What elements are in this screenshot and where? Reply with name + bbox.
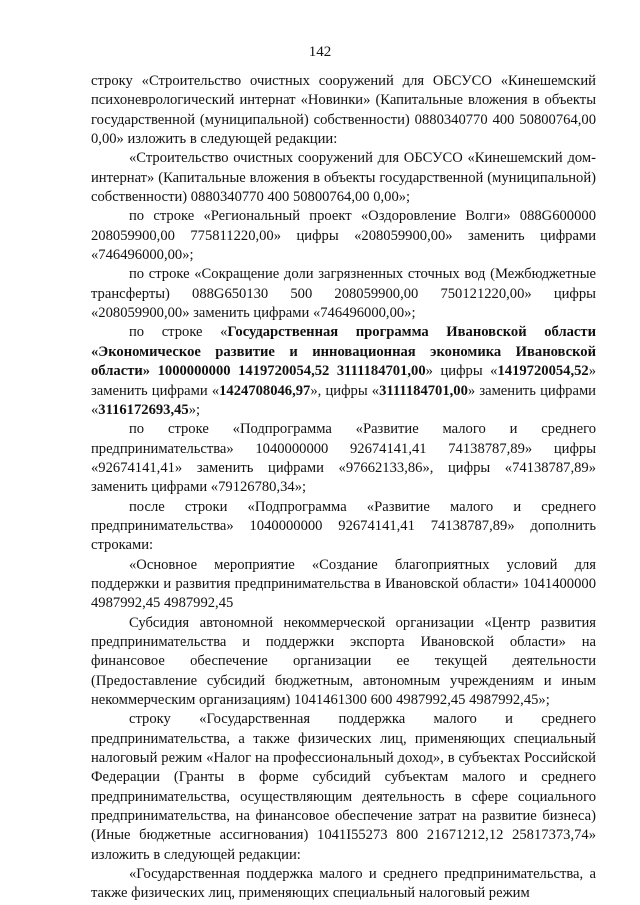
paragraph-11: «Государственная поддержка малого и среднего предпринимательства, а также физических лиц, применяющих специальный налоговый режим <box>91 866 596 902</box>
paragraph-1: строку «Строительство очистных сооружений для ОБСУСО «Кинешемский психоневрологический интернат «Новинки» (Капитальные вложения в объекты государственной (муниципальной) собственности) 0880340770 400 50800764,00 0,00» изложить в следующей редакции: <box>91 73 596 148</box>
paragraph-5: по строке «Государственная программа Ивановской области «Экономическое развитие и инновационная экономика Ивановской области» 1000000000 1419720054,52 3111184701,00» цифры «1419720054,52» заменить цифрами «1424708046,97», цифры «3111184701,00» заменить цифрами «3116172693,45»; <box>91 324 596 418</box>
paragraph-8: «Основное мероприятие «Создание благоприятных условий для поддержки и развития предпринимательства в Ивановской области» 1041400000 4987992,45 4987992,45 <box>91 556 596 612</box>
document-body <box>91 72 596 904</box>
paragraph-6: по строке «Подпрограмма «Развитие малого и среднего предпринимательства» 1040000000 92674141,41 74138787,89» цифры «92674141,41» заменить цифрами «97662133,86», цифры «74138787,89» заменить цифрами «79126780,34»; <box>91 421 596 496</box>
page-number: 142 <box>308 44 332 60</box>
paragraph-7: после строки «Подпрограмма «Развитие малого и среднего предпринимательства» 1040000000 92674141,41 74138787,89» дополнить строками: <box>91 498 596 554</box>
paragraph-4: по строке «Сокращение доли загрязненных сточных вод (Межбюджетные трансферты) 088G650130 500 208059900,00 750121220,00» цифры «208059900,00» заменить цифрами «746496000,00»; <box>91 266 596 322</box>
paragraph-2: «Строительство очистных сооружений для ОБСУСО «Кинешемский дом-интернат» (Капитальные вложения в объекты государственной (муниципальной) собственности) 0880340770 400 50800764,00 0,00»; <box>91 150 596 206</box>
paragraph-3: по строке «Региональный проект «Оздоровление Волги» 088G600000 208059900,00 775811220,00» цифры «208059900,00» заменить цифрами «746496000,00»; <box>91 208 596 264</box>
paragraph-10: строку «Государственная поддержка малого и среднего предпринимательства, а также физических лиц, применяющих специальный налоговый режим «Налог на профессиональный доход», в субъектах Российской Федерации (Гранты в форме субсидий субъектам малого и среднего предпринимательства, осуществляющим деятельность в сфере социального предпринимательства, на финансовое обеспечение затрат на развитие бизнеса) (Иные бюджетные ассигнования) 1041I55273 800 21671212,12 25817373,74» изложить в следующей редакции: <box>91 711 596 863</box>
paragraph-9: Субсидия автономной некоммерческой организации «Центр развития предпринимательства и поддержки экспорта Ивановской области» на финансовое обеспечение организации ее текущей деятельности (Предоставление субсидий бюджетным, автономным учреждениям и иным некоммерческим организациям) 1041461300 600 4987992,45 4987992,45»; <box>91 614 596 708</box>
